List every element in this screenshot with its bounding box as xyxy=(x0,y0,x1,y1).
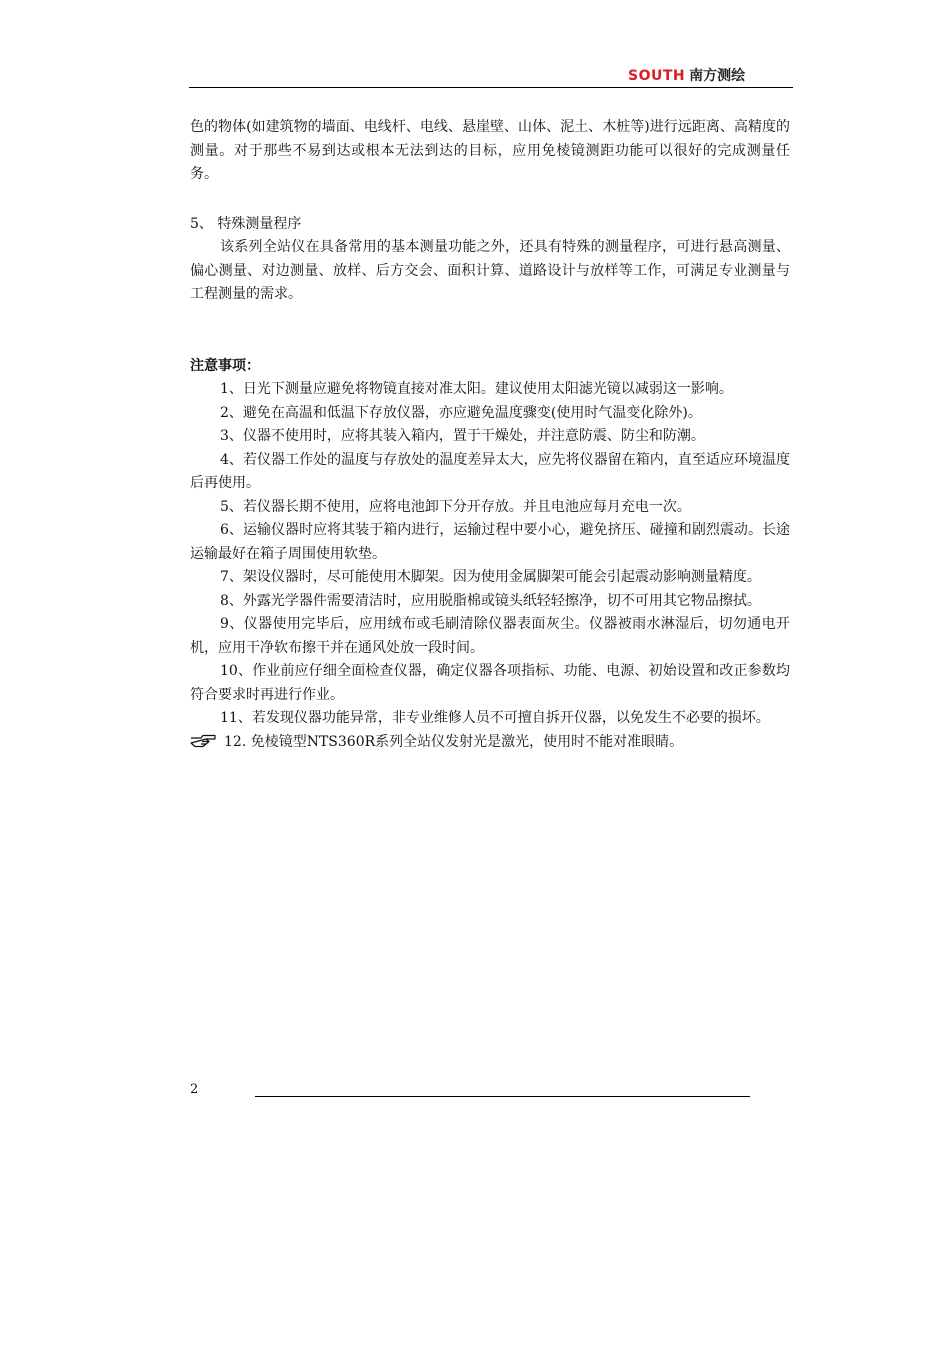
note-item: 6、运输仪器时应将其装于箱内进行，运输过程中要小心，避免挤压、碰撞和剧烈震动。长途运输最好在箱子周围使用软垫。 xyxy=(190,522,790,562)
note-item: 8、外露光学器件需要清洁时，应用脱脂棉或镜头纸轻轻擦净，切不可用其它物品擦拭。 xyxy=(220,592,761,609)
pointing-hand-icon xyxy=(190,734,216,748)
footer-rule xyxy=(255,1096,750,1097)
logo-chinese-text: 南方测绘 xyxy=(689,68,746,84)
note-item-warning xyxy=(190,731,790,755)
page-number: 2 xyxy=(190,1082,199,1097)
logo-brand-text: SOUTH xyxy=(628,68,686,84)
note-item: 10、作业前应仔细全面检查仪器，确定仪器各项指标、功能、电源、初始设置和改正参数均符合要求时再进行作业。 xyxy=(190,663,790,703)
note-item: 3、仪器不使用时，应将其装入箱内，置于干燥处，并注意防震、防尘和防潮。 xyxy=(220,428,705,444)
note-12-text: 12. 免棱镜型NTS360R系列全站仪发射光是激光，使用时不能对准眼睛。 xyxy=(224,733,684,750)
note-item: 11、若发现仪器功能异常，非专业维修人员不可擅自拆开仪器，以免发生不必要的损坏。 xyxy=(220,710,770,726)
page-body xyxy=(190,116,790,754)
south-logo xyxy=(628,66,745,86)
notes-title: 注意事项： xyxy=(190,357,260,374)
note-item: 7、架设仪器时，尽可能使用木脚架。因为使用金属脚架可能会引起震动影响测量精度。 xyxy=(220,569,761,585)
note-item: 1、日光下测量应避免将物镜直接对准太阳。建议使用太阳滤光镜以减弱这一影响。 xyxy=(220,381,733,397)
note-item: 2、避免在高温和低温下存放仪器，亦应避免温度骤变(使用时气温变化除外)。 xyxy=(220,404,702,421)
note-item: 5、若仪器长期不使用，应将电池卸下分开存放。并且电池应每月充电一次。 xyxy=(220,498,691,515)
section-5-title: 5、 特殊测量程序 xyxy=(190,215,302,232)
intro-paragraph: 色的物体(如建筑物的墙面、电线杆、电线、悬崖壁、山体、泥土、木桩等)进行远距离、高精度的测量。对于那些不易到达或根本无法到达的目标，应用免棱镜测距功能可以很好的完成测量任务。 xyxy=(190,119,790,182)
note-item: 4、若仪器工作处的温度与存放处的温度差异太大，应先将仪器留在箱内，直至适应环境温度后再使用。 xyxy=(190,451,790,491)
note-item: 9、仪器使用完毕后，应用绒布或毛刷清除仪器表面灰尘。仪器被雨水淋湿后，切勿通电开机，应用干净软布擦干并在通风处放一段时间。 xyxy=(190,616,790,656)
section-5-paragraph: 该系列全站仪在具备常用的基本测量功能之外，还具有特殊的测量程序，可进行悬高测量、偏心测量、对边测量、放样、后方交会、面积计算、道路设计与放样等工作，可满足专业测量与工程测量的需求。 xyxy=(190,239,790,302)
header-rule xyxy=(189,87,793,88)
